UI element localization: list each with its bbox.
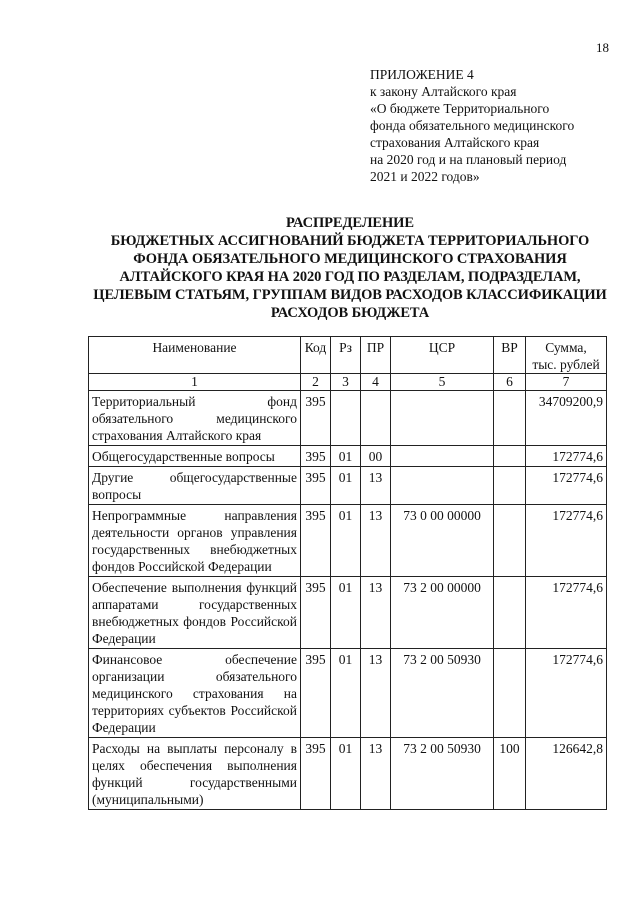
table-row [89,649,607,738]
row-pr: 13 [361,738,391,810]
row-sum: 34709200,9 [526,391,607,446]
appendix-line: страхования Алтайского края [370,135,540,150]
row-csr: 73 2 00 50930 [391,649,494,738]
row-vr [494,446,526,467]
table-row [89,577,607,649]
row-vr [494,391,526,446]
budget-allocation-table [88,336,607,810]
heading-line: РАСХОДОВ БЮДЖЕТА [270,305,430,321]
row-pr: 13 [361,505,391,577]
header-pr: ПР [361,337,391,374]
row-name: Финансовое обеспечение организации обязательного медицинского страхования на территориях субъектов Российской Федерации [89,649,301,738]
row-csr: 73 2 00 00000 [391,577,494,649]
appendix-line: к закону Алтайского края [370,84,517,99]
header-sum-line1: Сумма, [545,340,587,355]
table-row [89,738,607,810]
header-csr: ЦСР [391,337,494,374]
row-vr [494,577,526,649]
row-name: Непрограммные направления деятельности органов управления государственных внебюджетных фондов Российской Федерации [89,505,301,577]
row-vr [494,649,526,738]
header-sum [526,337,607,374]
column-number: 6 [494,374,526,391]
column-number: 1 [89,374,301,391]
row-name: Расходы на выплаты персоналу в целях обеспечения выполнения функций государственными (муниципальными) [89,738,301,810]
header-code: Код [301,337,331,374]
column-number: 3 [331,374,361,391]
row-csr [391,446,494,467]
row-rz: 01 [331,577,361,649]
heading-line: РАСПРЕДЕЛЕНИЕ [286,215,414,231]
row-vr: 100 [494,738,526,810]
row-pr [361,391,391,446]
heading-line: БЮДЖЕТНЫХ АССИГНОВАНИЙ БЮДЖЕТА ТЕРРИТОРИАЛЬНОГО [110,233,590,249]
row-sum: 172774,6 [526,467,607,505]
row-name: Территориальный фонд обязательного медицинского страхования Алтайского края [89,391,301,446]
heading-line: ФОНДА ОБЯЗАТЕЛЬНОГО МЕДИЦИНСКОГО СТРАХОВАНИЯ [133,251,567,267]
row-code: 395 [301,577,331,649]
column-number-row [89,374,607,391]
row-sum: 172774,6 [526,649,607,738]
heading-line: АЛТАЙСКОГО КРАЯ НА 2020 ГОД ПО РАЗДЕЛАМ, ПОДРАЗДЕЛАМ, [119,269,581,285]
appendix-line: ПРИЛОЖЕНИЕ 4 [370,67,474,82]
column-number: 5 [391,374,494,391]
heading-line: ЦЕЛЕВЫМ СТАТЬЯМ, ГРУППАМ ВИДОВ РАСХОДОВ КЛАССИФИКАЦИИ [93,287,607,303]
header-vr: ВР [494,337,526,374]
row-code: 395 [301,649,331,738]
row-rz: 01 [331,738,361,810]
table-header-row [89,337,607,374]
row-rz [331,391,361,446]
table-row [89,505,607,577]
row-sum: 172774,6 [526,505,607,577]
row-code: 395 [301,505,331,577]
row-name: Другие общегосударственные вопросы [89,467,301,505]
row-code: 395 [301,467,331,505]
column-number: 7 [526,374,607,391]
row-code: 395 [301,738,331,810]
row-code: 395 [301,391,331,446]
document-heading [70,214,630,322]
row-code: 395 [301,446,331,467]
appendix-line: на 2020 год и на плановый период [370,152,567,167]
header-sum-line2: тыс. рублей [532,357,600,372]
table-row [89,467,607,505]
appendix-line: «О бюджете Территориального [370,101,550,116]
table-row [89,446,607,467]
row-csr: 73 0 00 00000 [391,505,494,577]
column-number: 2 [301,374,331,391]
appendix-line: 2021 и 2022 годов» [370,169,480,184]
row-rz: 01 [331,649,361,738]
row-pr: 13 [361,577,391,649]
row-csr [391,391,494,446]
row-vr [494,505,526,577]
row-rz: 01 [331,467,361,505]
row-sum: 126642,8 [526,738,607,810]
row-rz: 01 [331,505,361,577]
row-name: Общегосударственные вопросы [89,446,301,467]
row-name: Обеспечение выполнения функций аппаратами государственных внебюджетных фондов Российской Федерации [89,577,301,649]
row-vr [494,467,526,505]
appendix-line: фонда обязательного медицинского [370,118,575,133]
column-number: 4 [361,374,391,391]
header-name: Наименование [89,337,301,374]
row-sum: 172774,6 [526,446,607,467]
row-rz: 01 [331,446,361,467]
row-pr: 00 [361,446,391,467]
row-csr [391,467,494,505]
row-csr: 73 2 00 50930 [391,738,494,810]
page-number: 18 [596,40,609,55]
header-rz: Рз [331,337,361,374]
row-sum: 172774,6 [526,577,607,649]
row-pr: 13 [361,649,391,738]
row-pr: 13 [361,467,391,505]
appendix-block [370,66,630,185]
table-row [89,391,607,446]
